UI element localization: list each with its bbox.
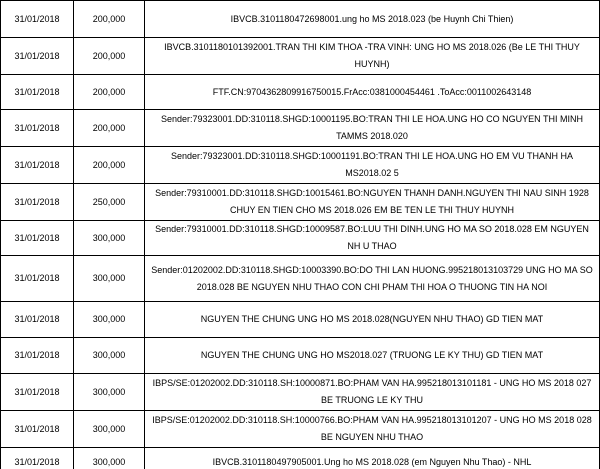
description-cell: IBPS/SE:01202002.DD:310118.SH:10000766.BO:PHAM VAN HA.995218013101207 - UNG HO MS 2018 028 BE NGUYEN NHU THAO: [145, 411, 600, 448]
date-cell: 31/01/2018: [1, 38, 74, 75]
description-cell: Sender:79310001.DD:310118.SHGD:10009587.BO:LUU THI DINH.UNG HO MA SO 2018.028 EM NGUYEN NH U THAO: [145, 221, 600, 256]
table-row: [1, 38, 600, 75]
amount-cell: 300,000: [74, 221, 145, 256]
description-cell: Sender:79323001.DD:310118.SHGD:10001195.BO:TRAN THI LE HOA.UNG HO CO NGUYEN THI MINH TAMMS 2018.020: [145, 110, 600, 147]
table-row: [1, 110, 600, 147]
description-cell: IBPS/SE:01202002.DD:310118.SH:10000871.BO:PHAM VAN HA.995218013101181 - UNG HO MS 2018 027 BE TRUONG LE KY THU: [145, 374, 600, 411]
table-row: [1, 147, 600, 184]
date-cell: 31/01/2018: [1, 448, 74, 469]
description-cell: NGUYEN THE CHUNG UNG HO MS 2018.028(NGUYEN NHU THAO) GD TIEN MAT: [145, 302, 600, 338]
date-cell: 31/01/2018: [1, 1, 74, 38]
date-cell: 31/01/2018: [1, 302, 74, 338]
amount-cell: 200,000: [74, 147, 145, 184]
amount-cell: 300,000: [74, 338, 145, 374]
description-cell: IBVCB.3101180497905001.Ung ho MS 2018.028 (em Nguyen Nhu Thao) - NHL: [145, 448, 600, 469]
table-row: [1, 411, 600, 448]
amount-cell: 300,000: [74, 448, 145, 469]
date-cell: 31/01/2018: [1, 411, 74, 448]
description-cell: IBVCB.3101180472698001.ung ho MS 2018.023 (be Huynh Chi Thien): [145, 1, 600, 38]
date-cell: 31/01/2018: [1, 147, 74, 184]
table-row: [1, 75, 600, 110]
table-row: [1, 374, 600, 411]
date-cell: 31/01/2018: [1, 338, 74, 374]
table-row: [1, 221, 600, 256]
description-cell: Sender:79323001.DD:310118.SHGD:10001191.BO:TRAN THI LE HOA.UNG HO EM VU THANH HA MS2018.02 5: [145, 147, 600, 184]
date-cell: 31/01/2018: [1, 184, 74, 221]
date-cell: 31/01/2018: [1, 75, 74, 110]
amount-cell: 300,000: [74, 374, 145, 411]
amount-cell: 300,000: [74, 256, 145, 302]
amount-cell: 200,000: [74, 75, 145, 110]
description-cell: Sender:01202002.DD:310118.SHGD:10003390.BO:DO THI LAN HUONG.995218013103729 UNG HO MA SO 2018.028 BE NGUYEN NHU THAO CON CHI PHAM THI HOA O THUONG TIN HA NOI: [145, 256, 600, 302]
amount-cell: 200,000: [74, 110, 145, 147]
date-cell: 31/01/2018: [1, 374, 74, 411]
amount-cell: 200,000: [74, 1, 145, 38]
description-cell: IBVCB.3101180101392001.TRAN THI KIM THOA -TRA VINH: UNG HO MS 2018.026 (Be LE THI THUY HUYNH): [145, 38, 600, 75]
donation-table-body: [1, 1, 600, 469]
description-cell: FTF.CN:9704362809916750015.FrAcc:0381000454461 .ToAcc:0011002643148: [145, 75, 600, 110]
description-cell: Sender:79310001.DD:310118.SHGD:10015461.BO:NGUYEN THANH DANH.NGUYEN THI NAU SINH 1928 CHUY EN TIEN CHO MS 2018.026 EM BE TEN LE THI THUY HUYNH: [145, 184, 600, 221]
date-cell: 31/01/2018: [1, 110, 74, 147]
table-row: [1, 448, 600, 469]
date-cell: 31/01/2018: [1, 221, 74, 256]
table-row: [1, 1, 600, 38]
amount-cell: 250,000: [74, 184, 145, 221]
table-row: [1, 184, 600, 221]
table-row: [1, 302, 600, 338]
description-cell: NGUYEN THE CHUNG UNG HO MS2018.027 (TRUONG LE KY THU) GD TIEN MAT: [145, 338, 600, 374]
amount-cell: 300,000: [74, 302, 145, 338]
table-row: [1, 256, 600, 302]
amount-cell: 200,000: [74, 38, 145, 75]
amount-cell: 300,000: [74, 411, 145, 448]
date-cell: 31/01/2018: [1, 256, 74, 302]
table-row: [1, 338, 600, 374]
